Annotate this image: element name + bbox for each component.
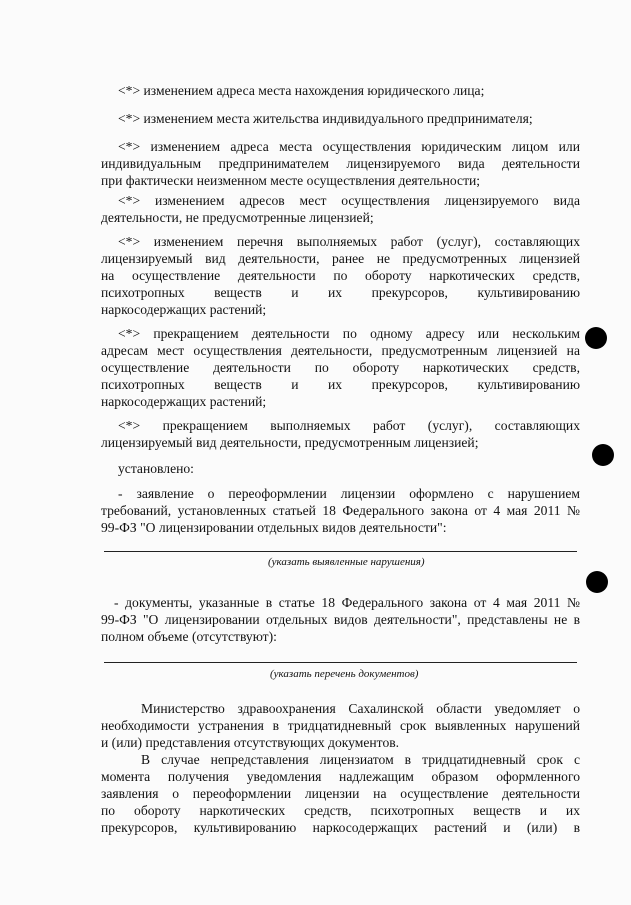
violation-caption: (указать выявленные нарушения) <box>268 556 425 568</box>
item-6-line-4: психотропных веществ и их прекурсоров, культивированию <box>101 377 580 392</box>
item-3-line-1: <*> изменением адреса места осуществления юридическим лицом или <box>118 139 580 154</box>
item-6-line-5: наркосодержащих растений; <box>101 394 267 409</box>
documents-line-1: - документы, указанные в статье 18 Федерального закона от 4 мая 2011 № <box>114 595 580 610</box>
documents-line-2: 99-ФЗ "О лицензировании отдельных видов деятельности", представлены не в <box>101 612 580 627</box>
documents-line-3: полном объеме (отсутствуют): <box>101 629 277 644</box>
item-2-line-1: <*> изменением места жительства индивидуального предпринимателя; <box>118 111 533 126</box>
item-3-line-3: при фактически неизменном месте осуществления деятельности; <box>101 173 481 188</box>
violation-line-2: требований, установленных статьей 18 Федерального закона от 4 мая 2011 № <box>101 503 580 518</box>
punch-hole-bottom <box>586 571 608 593</box>
item-5-line-2: лицензируемый вид деятельности, ранее не предусмотренных лицензией <box>101 251 580 266</box>
item-7-line-2: лицензируемый вид деятельности, предусмотренным лицензией; <box>101 435 479 450</box>
item-3-line-2: индивидуальным предпринимателем лицензируемого вида деятельности <box>101 156 580 171</box>
item-6-line-2: адресам мест осуществления деятельности, предусмотренным лицензией на <box>101 343 580 358</box>
item-5-line-5: наркосодержащих растений; <box>101 302 267 317</box>
established-label: установлено: <box>118 461 194 476</box>
failure-line-4: по обороту наркотических средств, психотропных веществ и их <box>101 803 580 818</box>
punch-hole-top <box>585 327 607 349</box>
item-1-line-1: <*> изменением адреса места нахождения юридического лица; <box>118 83 485 98</box>
punch-hole-middle <box>592 444 614 466</box>
ministry-line-2: необходимости устранения в тридцатидневный срок выявленных нарушений <box>101 718 580 733</box>
failure-line-3: заявления о переоформлении лицензии на осуществление деятельности <box>101 786 580 801</box>
item-6-line-1: <*> прекращением деятельности по одному адресу или нескольким <box>118 326 580 341</box>
item-5-line-4: психотропных веществ и их прекурсоров, культивированию <box>101 285 580 300</box>
failure-line-2: момента получения уведомления надлежащим образом оформленного <box>101 769 580 784</box>
ministry-line-3: и (или) представления отсутствующих документов. <box>101 735 400 750</box>
item-6-line-3: осуществление деятельности по обороту наркотических средств, <box>101 360 580 375</box>
item-7-line-1: <*> прекращением выполняемых работ (услуг), составляющих <box>118 418 580 433</box>
item-5-line-1: <*> изменением перечня выполняемых работ (услуг), составляющих <box>118 234 580 249</box>
item-4-line-2: деятельности, не предусмотренные лицензией; <box>101 210 374 225</box>
documents-caption: (указать перечень документов) <box>270 668 419 680</box>
violation-fill-line <box>104 551 577 552</box>
ministry-line-1: Министерство здравоохранения Сахалинской области уведомляет о <box>141 701 580 716</box>
item-5-line-3: на осуществление деятельности по обороту наркотических средств, <box>101 268 580 283</box>
item-4-line-1: <*> изменением адресов мест осуществления лицензируемого вида <box>118 193 580 208</box>
failure-line-1: В случае непредставления лицензиатом в тридцатидневный срок с <box>141 752 580 767</box>
documents-fill-line <box>104 662 577 663</box>
violation-line-3: 99-ФЗ "О лицензировании отдельных видов деятельности": <box>101 520 447 535</box>
violation-line-1: - заявление о переоформлении лицензии оформлено с нарушением <box>118 486 580 501</box>
failure-line-5: прекурсоров, культивированию наркосодержащих растений и (или) в <box>101 820 580 835</box>
